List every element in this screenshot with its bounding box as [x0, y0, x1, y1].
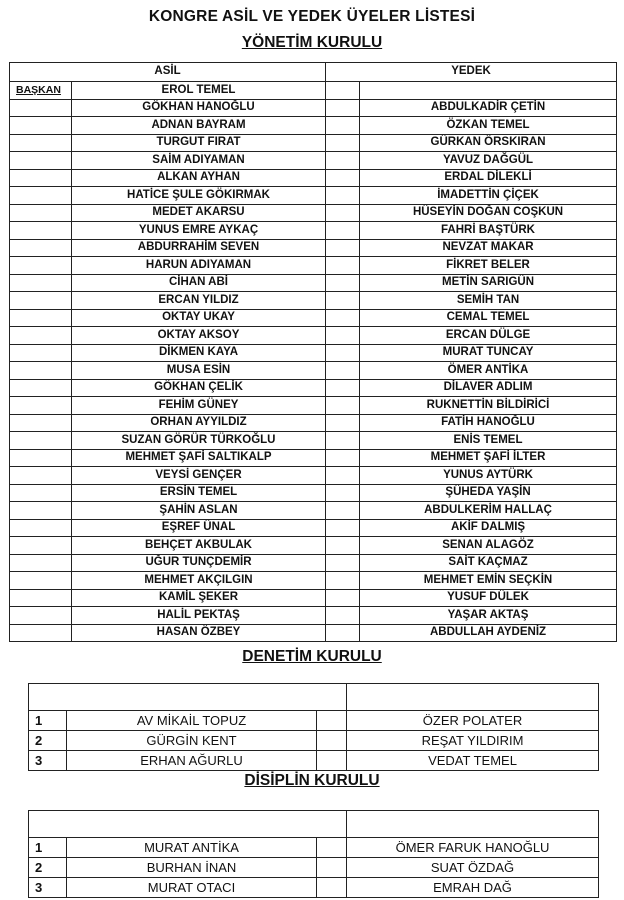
primary-member-name: BEHÇET AKBULAK — [72, 537, 326, 555]
substitute-member-name: YUNUS AYTÜRK — [360, 467, 617, 485]
spacer-cell — [326, 572, 360, 590]
table-row — [10, 362, 617, 380]
substitute-member-name: NEVZAT MAKAR — [360, 239, 617, 257]
table-row — [10, 484, 617, 502]
primary-member-name: GÖKHAN HANOĞLU — [72, 99, 326, 117]
board-section-title: YÖNETİM KURULU — [241, 34, 383, 51]
table-row — [29, 878, 599, 898]
spacer-cell — [317, 751, 347, 771]
spacer-cell — [326, 554, 360, 572]
role-cell — [10, 484, 72, 502]
primary-member-name: ŞAHİN ASLAN — [72, 502, 326, 520]
table-row — [10, 624, 617, 642]
substitute-member-name: MEHMET EMİN SEÇKİN — [360, 572, 617, 590]
spacer-cell — [326, 484, 360, 502]
substitute-member-name: SEMİH TAN — [360, 292, 617, 310]
role-cell — [10, 362, 72, 380]
substitute-member-name: REŞAT YILDIRIM — [347, 731, 599, 751]
table-header-cell — [347, 811, 599, 838]
role-cell — [10, 607, 72, 625]
substitute-member-name: ÖZKAN TEMEL — [360, 117, 617, 135]
row-number: 3 — [29, 751, 67, 771]
role-cell — [10, 519, 72, 537]
substitute-member-name: ÖMER FARUK HANOĞLU — [347, 838, 599, 858]
role-cell — [10, 502, 72, 520]
table-header-cell — [347, 684, 599, 711]
column-header-substitute: YEDEK — [326, 63, 617, 82]
primary-member-name: KAMİL ŞEKER — [72, 589, 326, 607]
substitute-member-name: YAVUZ DAĞGÜL — [360, 152, 617, 170]
table-row — [10, 117, 617, 135]
substitute-member-name: SENAN ALAGÖZ — [360, 537, 617, 555]
spacer-cell — [326, 537, 360, 555]
role-cell — [10, 134, 72, 152]
spacer-cell — [326, 589, 360, 607]
substitute-member-name: FİKRET BELER — [360, 257, 617, 275]
substitute-member-name: GÜRKAN ÖRSKIRAN — [360, 134, 617, 152]
table-row — [10, 572, 617, 590]
spacer-cell — [326, 169, 360, 187]
spacer-cell — [326, 397, 360, 415]
primary-member-name: ALKAN AYHAN — [72, 169, 326, 187]
table-row — [10, 379, 617, 397]
spacer-cell — [317, 838, 347, 858]
row-number: 1 — [29, 711, 67, 731]
table-row — [10, 414, 617, 432]
spacer-cell — [326, 344, 360, 362]
spacer-cell — [326, 624, 360, 642]
table-row — [10, 257, 617, 275]
spacer-cell — [326, 502, 360, 520]
table-row — [10, 274, 617, 292]
role-cell — [10, 554, 72, 572]
substitute-member-name: ERDAL DİLEKLİ — [360, 169, 617, 187]
role-cell — [10, 204, 72, 222]
role-cell — [10, 117, 72, 135]
role-cell — [10, 274, 72, 292]
role-cell — [10, 537, 72, 555]
role-cell — [10, 222, 72, 240]
primary-member-name: MEHMET ŞAFİ SALTIKALP — [72, 449, 326, 467]
table-row — [10, 204, 617, 222]
table-row — [29, 838, 599, 858]
spacer-cell — [326, 467, 360, 485]
table-row — [29, 731, 599, 751]
table-header-cell — [29, 811, 347, 838]
role-cell — [10, 292, 72, 310]
role-cell — [10, 239, 72, 257]
primary-member-name: EŞREF ÜNAL — [72, 519, 326, 537]
role-cell — [10, 327, 72, 345]
role-cell — [10, 152, 72, 170]
spacer-cell — [317, 858, 347, 878]
substitute-member-name: ABDULKADİR ÇETİN — [360, 99, 617, 117]
role-cell — [10, 309, 72, 327]
spacer-cell — [326, 239, 360, 257]
table-row — [10, 82, 617, 100]
spacer-cell — [317, 731, 347, 751]
primary-member-name: UĞUR TUNÇDEMİR — [72, 554, 326, 572]
table-row — [10, 222, 617, 240]
table-row — [10, 554, 617, 572]
primary-member-name: SUZAN GÖRÜR TÜRKOĞLU — [72, 432, 326, 450]
primary-member-name: BURHAN İNAN — [67, 858, 317, 878]
spacer-cell — [326, 187, 360, 205]
row-number: 1 — [29, 838, 67, 858]
substitute-member-name: ERCAN DÜLGE — [360, 327, 617, 345]
table-row — [10, 99, 617, 117]
discipline-section-title: DİSİPLİN KURULU — [244, 772, 380, 789]
spacer-cell — [326, 292, 360, 310]
spacer-cell — [326, 449, 360, 467]
table-header-row — [10, 63, 617, 82]
primary-member-name: YUNUS EMRE AYKAÇ — [72, 222, 326, 240]
table-row — [10, 292, 617, 310]
primary-member-name: MURAT ANTİKA — [67, 838, 317, 858]
substitute-member-name: ABDULLAH AYDENİZ — [360, 624, 617, 642]
table-row — [10, 607, 617, 625]
table-row — [10, 449, 617, 467]
spacer-cell — [326, 222, 360, 240]
primary-member-name: ADNAN BAYRAM — [72, 117, 326, 135]
audit-board-table — [28, 683, 599, 771]
primary-member-name: ABDURRAHİM SEVEN — [72, 239, 326, 257]
role-cell — [10, 397, 72, 415]
spacer-cell — [326, 117, 360, 135]
substitute-member-name: MEHMET ŞAFİ İLTER — [360, 449, 617, 467]
substitute-member-name: YUSUF DÜLEK — [360, 589, 617, 607]
row-number: 3 — [29, 878, 67, 898]
substitute-member-name: SUAT ÖZDAĞ — [347, 858, 599, 878]
table-row — [10, 432, 617, 450]
primary-member-name: MUSA ESİN — [72, 362, 326, 380]
primary-member-name: HATİCE ŞULE GÖKIRMAK — [72, 187, 326, 205]
substitute-member-name: ÖZER POLATER — [347, 711, 599, 731]
substitute-member-name: FATİH HANOĞLU — [360, 414, 617, 432]
role-cell — [10, 467, 72, 485]
spacer-cell — [326, 257, 360, 275]
substitute-member-name: HÜSEYİN DOĞAN COŞKUN — [360, 204, 617, 222]
table-row — [10, 589, 617, 607]
table-row — [10, 344, 617, 362]
table-row — [10, 309, 617, 327]
spacer-cell — [326, 607, 360, 625]
table-row — [10, 134, 617, 152]
role-cell — [10, 432, 72, 450]
substitute-member-name: ENİS TEMEL — [360, 432, 617, 450]
spacer-cell — [326, 134, 360, 152]
substitute-member-name: CEMAL TEMEL — [360, 309, 617, 327]
spacer-cell — [326, 362, 360, 380]
column-header-primary: ASİL — [10, 63, 326, 82]
role-cell — [10, 589, 72, 607]
primary-member-name: OKTAY UKAY — [72, 309, 326, 327]
primary-member-name: SAİM ADIYAMAN — [72, 152, 326, 170]
table-header-row — [29, 811, 599, 838]
spacer-cell — [326, 519, 360, 537]
role-cell — [10, 187, 72, 205]
audit-section-title: DENETİM KURULU — [242, 648, 382, 665]
substitute-member-name: ABDULKERİM HALLAÇ — [360, 502, 617, 520]
substitute-member-name: DİLAVER ADLIM — [360, 379, 617, 397]
primary-member-name: HARUN ADIYAMAN — [72, 257, 326, 275]
spacer-cell — [317, 878, 347, 898]
primary-member-name: AV MİKAİL TOPUZ — [67, 711, 317, 731]
table-row — [10, 239, 617, 257]
primary-member-name: HASAN ÖZBEY — [72, 624, 326, 642]
spacer-cell — [317, 711, 347, 731]
table-row — [10, 327, 617, 345]
spacer-cell — [326, 432, 360, 450]
discipline-board-table — [28, 810, 599, 898]
table-row — [10, 467, 617, 485]
table-row — [10, 537, 617, 555]
primary-member-name: EROL TEMEL — [72, 82, 326, 100]
substitute-member-name: MURAT TUNCAY — [360, 344, 617, 362]
substitute-member-name: VEDAT TEMEL — [347, 751, 599, 771]
primary-member-name: VEYSİ GENÇER — [72, 467, 326, 485]
table-row — [10, 519, 617, 537]
spacer-cell — [326, 274, 360, 292]
substitute-member-name: RUKNETTİN BİLDİRİCİ — [360, 397, 617, 415]
table-header-row — [29, 684, 599, 711]
table-row — [10, 187, 617, 205]
table-row — [29, 751, 599, 771]
substitute-member-name: FAHRİ BAŞTÜRK — [360, 222, 617, 240]
primary-member-name: GÜRGİN KENT — [67, 731, 317, 751]
primary-member-name: MEHMET AKÇILGIN — [72, 572, 326, 590]
spacer-cell — [326, 327, 360, 345]
role-cell — [10, 572, 72, 590]
spacer-cell — [326, 414, 360, 432]
role-cell — [10, 624, 72, 642]
role-cell — [10, 257, 72, 275]
role-cell — [10, 99, 72, 117]
primary-member-name: DİKMEN KAYA — [72, 344, 326, 362]
row-number: 2 — [29, 731, 67, 751]
substitute-member-name: İMADETTİN ÇİÇEK — [360, 187, 617, 205]
chair-label: BAŞKAN — [10, 82, 72, 100]
role-cell — [10, 414, 72, 432]
primary-member-name: ERHAN AĞURLU — [67, 751, 317, 771]
substitute-member-name: SAİT KAÇMAZ — [360, 554, 617, 572]
table-header-cell — [29, 684, 347, 711]
primary-member-name: GÖKHAN ÇELİK — [72, 379, 326, 397]
spacer-cell — [326, 309, 360, 327]
role-cell — [10, 449, 72, 467]
primary-member-name: OKTAY AKSOY — [72, 327, 326, 345]
row-number: 2 — [29, 858, 67, 878]
primary-member-name: CİHAN ABİ — [72, 274, 326, 292]
table-row — [10, 169, 617, 187]
table-row — [29, 858, 599, 878]
primary-member-name: ERSİN TEMEL — [72, 484, 326, 502]
primary-member-name: FEHİM GÜNEY — [72, 397, 326, 415]
substitute-member-name: EMRAH DAĞ — [347, 878, 599, 898]
primary-member-name: MEDET AKARSU — [72, 204, 326, 222]
primary-member-name: HALİL PEKTAŞ — [72, 607, 326, 625]
spacer-cell — [326, 379, 360, 397]
substitute-member-name: AKİF DALMIŞ — [360, 519, 617, 537]
table-row — [10, 397, 617, 415]
substitute-member-name — [360, 82, 617, 100]
primary-member-name: TURGUT FIRAT — [72, 134, 326, 152]
spacer-cell — [326, 99, 360, 117]
table-row — [10, 502, 617, 520]
substitute-member-name: METİN SARIGÜN — [360, 274, 617, 292]
substitute-member-name: YAŞAR AKTAŞ — [360, 607, 617, 625]
spacer-cell — [326, 82, 360, 100]
document-title: KONGRE ASİL VE YEDEK ÜYELER LİSTESİ — [148, 8, 476, 25]
board-members-table — [9, 62, 617, 642]
spacer-cell — [326, 152, 360, 170]
substitute-member-name: ÖMER ANTİKA — [360, 362, 617, 380]
role-cell — [10, 344, 72, 362]
primary-member-name: MURAT OTACI — [67, 878, 317, 898]
table-row — [10, 152, 617, 170]
primary-member-name: ORHAN AYYILDIZ — [72, 414, 326, 432]
substitute-member-name: ŞÜHEDA YAŞİN — [360, 484, 617, 502]
spacer-cell — [326, 204, 360, 222]
primary-member-name: ERCAN YILDIZ — [72, 292, 326, 310]
role-cell — [10, 379, 72, 397]
role-cell — [10, 169, 72, 187]
table-row — [29, 711, 599, 731]
